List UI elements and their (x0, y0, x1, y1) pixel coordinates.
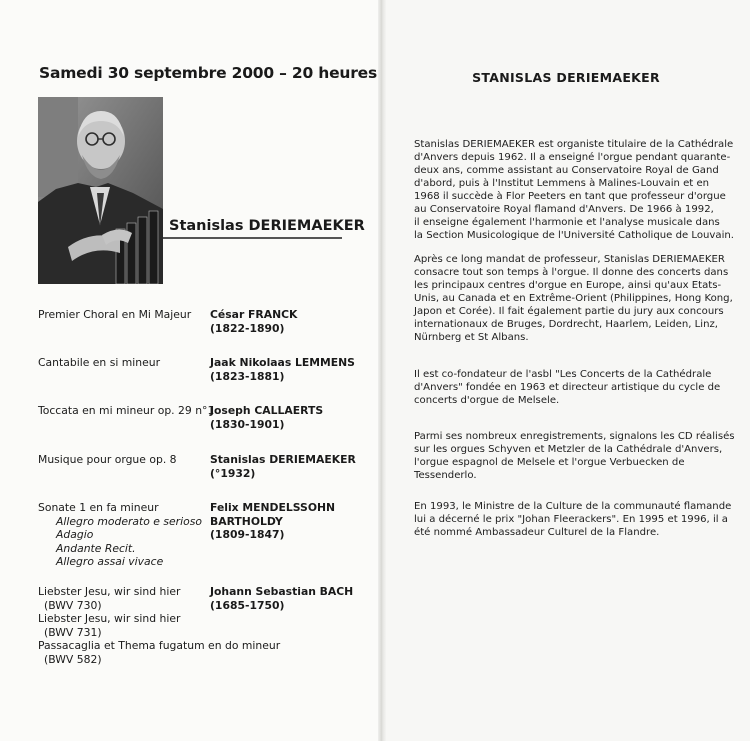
bio-line: Japon et Corée). Il fait également partie du jury aux concours (414, 306, 724, 317)
composer (210, 308, 297, 335)
piece-title (38, 453, 208, 467)
composer (210, 404, 323, 431)
bio-line: En 1993, le Ministre de la Culture de la communauté flamande (414, 501, 732, 512)
bio-line: concerts d'orgue de Melsele. (414, 395, 560, 406)
piece-title (38, 356, 208, 370)
piece-title-line: Liebster Jesu, wir sind hier (38, 612, 181, 625)
bwv-number: (BWV 730) (44, 598, 102, 612)
piece-title (38, 404, 215, 418)
composer-name: Jaak Nikolaas LEMMENS (210, 356, 355, 369)
biography-paragraph (414, 368, 720, 407)
composer-dates: (1822-1890) (210, 321, 285, 335)
bio-line: Stanislas DERIEMAEKER est organiste titulaire de la Cathédrale (414, 139, 734, 150)
composer-dates: (1830-1901) (210, 417, 285, 431)
composer-name: César FRANCK (210, 308, 298, 321)
composer (210, 501, 335, 542)
composer-name-cont: BARTHOLDY (210, 514, 283, 528)
bio-line: deux ans, comme assistant au Conservatoire Royal de Gand (414, 165, 719, 176)
composer-name: Joseph CALLAERTS (210, 404, 324, 417)
bio-line: Après ce long mandat de professeur, Stanislas DERIEMAEKER (414, 254, 725, 265)
biography-paragraph (414, 138, 734, 242)
artist-name-heading (163, 216, 365, 239)
bio-line: au Conservatoire Royal flamand d'Anvers. De 1966 à 1992, (414, 204, 714, 215)
piece-title (38, 501, 208, 569)
piece-title-line: Cantabile en si mineur (38, 356, 161, 369)
piece-title-line: Liebster Jesu, wir sind hier (38, 585, 181, 598)
bio-line: les principaux centres d'orgue en Europe, ainsi qu'aux Etats- (414, 280, 722, 291)
bio-line: Tessenderlo. (414, 470, 477, 481)
bio-line: lui a décerné le prix "Johan Fleerackers". En 1995 et 1996, il a (414, 514, 728, 525)
artist-name: Stanislas DERIEMAEKER (169, 218, 365, 234)
composer (210, 356, 355, 383)
movement: Allegro moderato e serioso (56, 514, 202, 528)
biography-paragraph (414, 430, 735, 482)
composer-name: Felix MENDELSSOHN (210, 501, 336, 514)
composer (210, 453, 356, 480)
bio-line: l'orgue espagnol de Melsele et l'orgue Verbuecken de (414, 457, 685, 468)
biography-paragraph (414, 500, 732, 539)
bio-line: d'abord, puis à l'Institut Lemmens à Malines-Louvain et en (414, 178, 710, 189)
piece-title-line: Passacaglia et Thema fugatum en do mineur (38, 639, 281, 652)
movement: Adagio (56, 528, 94, 541)
bio-line: consacre tout son temps à l'orgue. Il donne des concerts dans (414, 267, 729, 278)
artist-portrait (38, 97, 163, 284)
bio-line: sur les orgues Schyven et Metzler de la Cathédrale d'Anvers, (414, 444, 723, 455)
bio-line: Unis, au Canada et en Extrême-Orient (Philippines, Hong Kong, (414, 293, 733, 304)
bio-line: d'Anvers" fondée en 1963 et directeur artistique du cycle de (414, 382, 721, 393)
bio-line: d'Anvers depuis 1962. Il a enseigné l'orgue pendant quarante- (414, 152, 731, 163)
piece-title-line: Toccata en mi mineur op. 29 n°1 (38, 404, 215, 417)
bio-line: Parmi ses nombreux enregistrements, signalons les CD réalisés (414, 431, 735, 442)
bwv-number: (BWV 731) (44, 625, 102, 639)
bio-line: Nürnberg et St Albans. (414, 332, 529, 343)
concert-date: Samedi 30 septembre 2000 – 20 heures (39, 64, 378, 82)
movement: Allegro assai vivace (56, 555, 164, 568)
movement: Andante Recit. (56, 541, 136, 555)
biography-title: STANISLAS DERIEMAEKER (472, 70, 660, 85)
bwv-number: (BWV 582) (44, 652, 102, 666)
composer (210, 585, 353, 612)
composer-name: Johann Sebastian BACH (210, 585, 354, 598)
bio-line: internationaux de Bruges, Dordrecht, Haarlem, Leiden, Linz, (414, 319, 718, 330)
bio-line: la Section Musicologique de l'Université Catholique de Louvain. (414, 230, 734, 241)
bio-line: été nommé Ambassadeur Culturel de la Flandre. (414, 527, 660, 538)
bio-line: il enseigne également l'harmonie et l'analyse musicale dans (414, 217, 720, 228)
composer-dates: (1685-1750) (210, 598, 285, 612)
piece-title-line: Premier Choral en Mi Majeur (38, 308, 192, 321)
composer-dates: (1809-1847) (210, 528, 285, 541)
piece-title (38, 308, 208, 322)
composer-dates: (°1932) (210, 466, 256, 480)
bio-line: Il est co-fondateur de l'asbl "Les Concerts de la Cathédrale (414, 369, 712, 380)
bio-line: 1968 il succède à Flor Peeters en tant que professeur d'orgue (414, 191, 726, 202)
page-fold (378, 0, 386, 741)
composer-dates: (1823-1881) (210, 369, 285, 383)
biography-paragraph (414, 253, 733, 344)
composer-name: Stanislas DERIEMAEKER (210, 453, 356, 466)
piece-title-line: Musique pour orgue op. 8 (38, 453, 177, 466)
piece-title-line: Sonate 1 en fa mineur (38, 501, 159, 514)
